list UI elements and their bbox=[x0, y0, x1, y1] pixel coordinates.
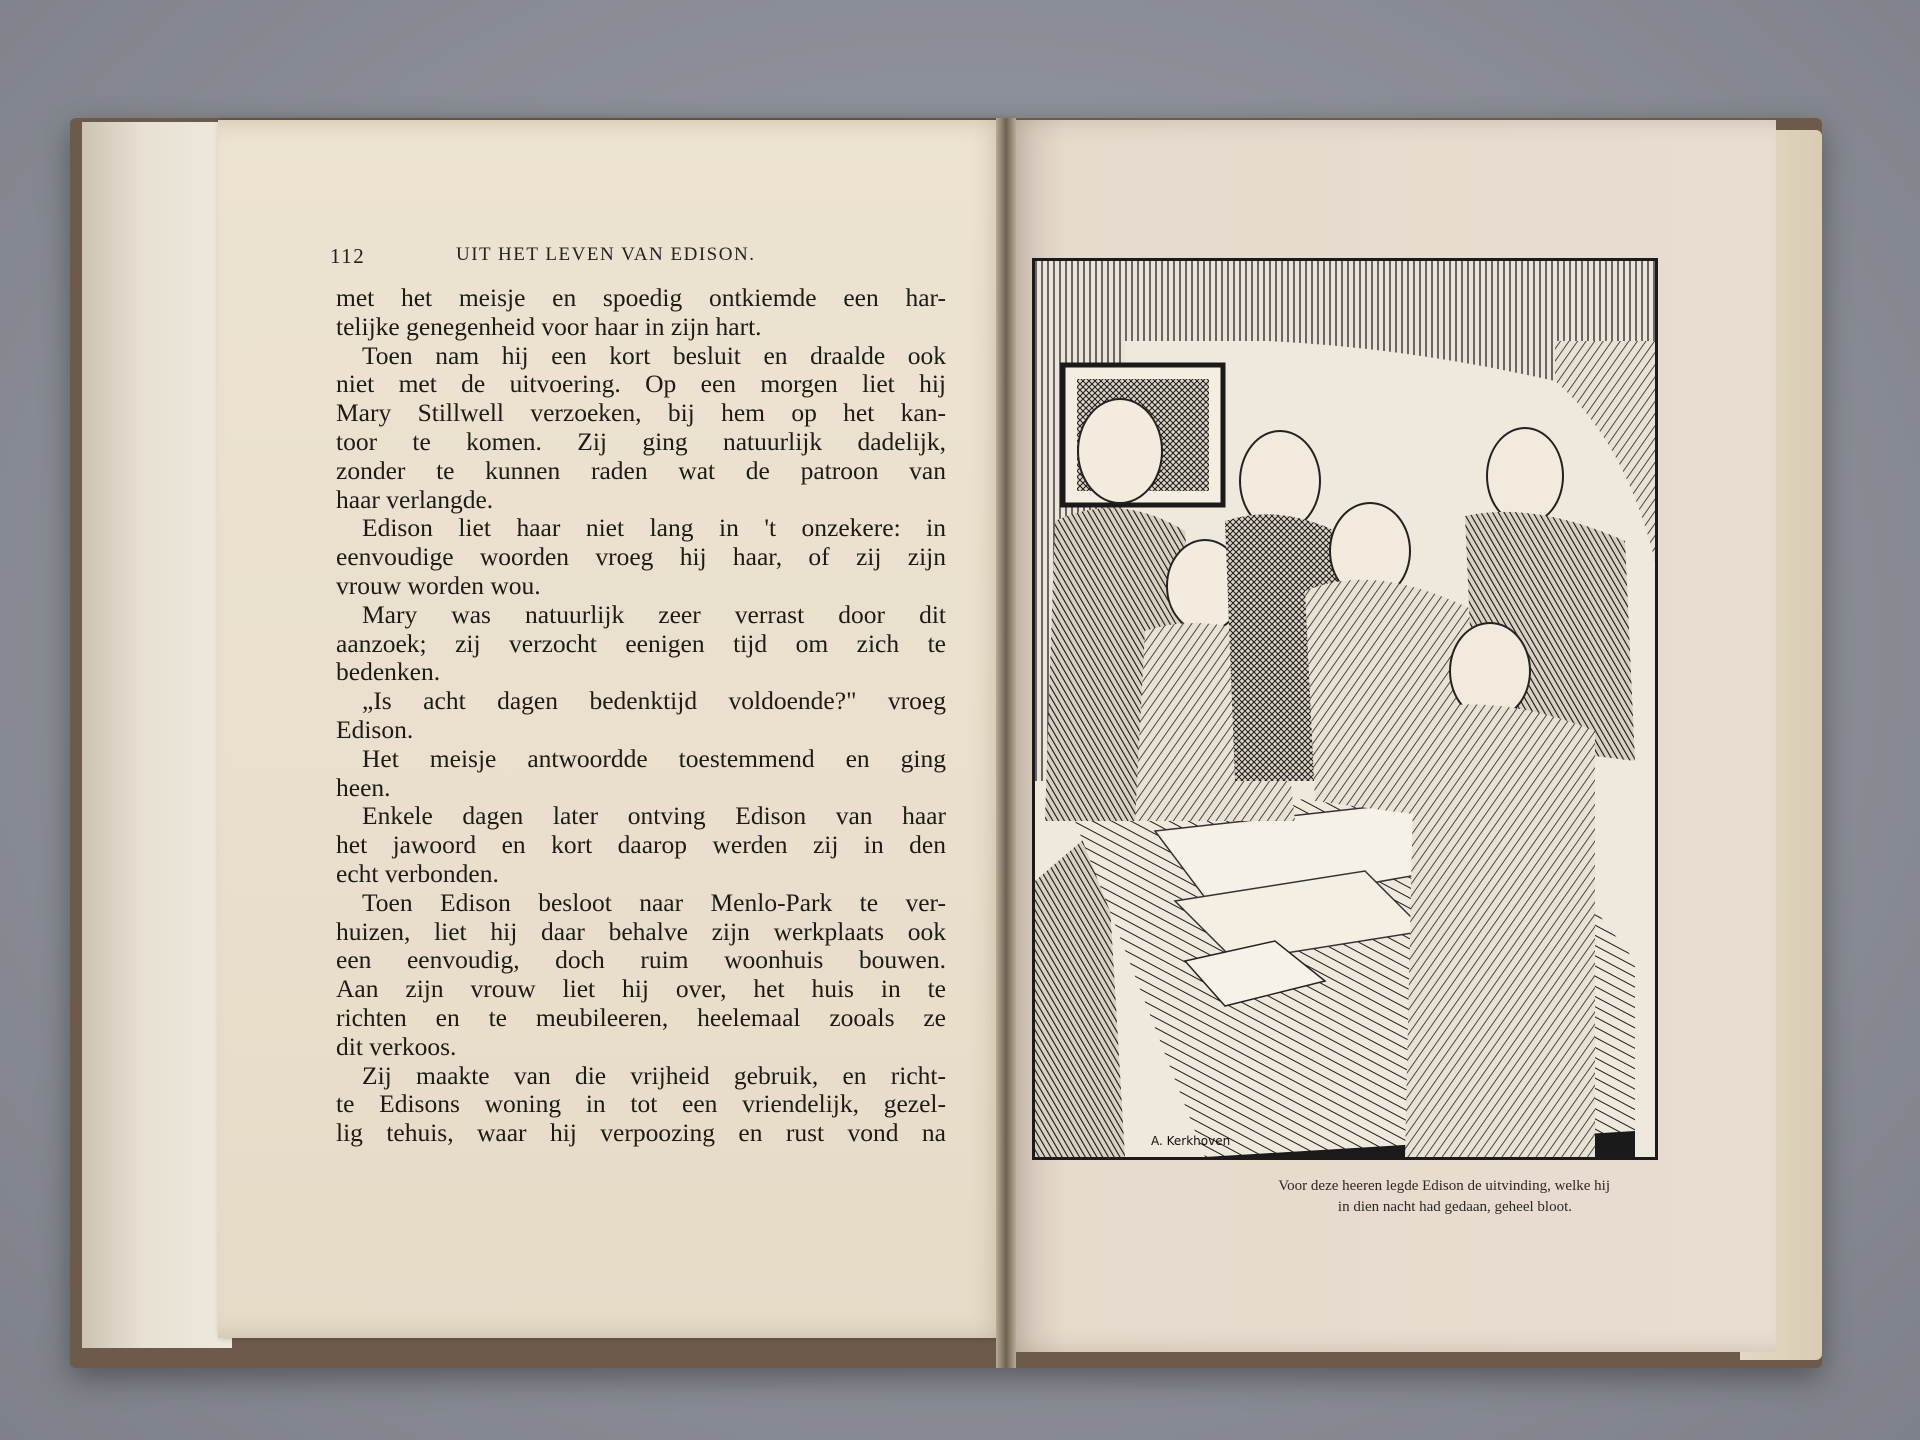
text-line: dit verkoos. bbox=[336, 1031, 457, 1061]
text-line: huizen, liet hij daar behalve zijn werkplaats ook bbox=[336, 916, 946, 946]
text-line: Edison. bbox=[336, 714, 414, 744]
text-line: bedenken. bbox=[336, 657, 441, 687]
illustration-frame bbox=[1032, 258, 1658, 1160]
text-line: heen. bbox=[336, 772, 391, 802]
text-line: niet met de uitvoering. Op een morgen liet hij bbox=[336, 369, 946, 399]
text-line: zonder te kunnen raden wat de patroon van bbox=[336, 455, 946, 485]
page-number: 112 bbox=[330, 244, 366, 268]
caption-line-2: in dien nacht had gedaan, geheel bloot. bbox=[1337, 1199, 1572, 1215]
text-line: „Is acht dagen bedenktijd voldoende?" vroeg bbox=[362, 686, 946, 716]
text-line: Edison liet haar niet lang in 't onzekere: in bbox=[362, 513, 946, 543]
text-line: eenvoudige woorden vroeg hij haar, of zij zijn bbox=[336, 542, 946, 572]
text-line: Toen Edison besloot naar Menlo-Park te ver- bbox=[362, 887, 946, 917]
text-line: richten en te meubileeren, heelemaal zooals ze bbox=[336, 1002, 946, 1032]
text-line: toor te komen. Zij ging natuurlijk dadelijk, bbox=[336, 426, 946, 456]
text-line: Het meisje antwoordde toestemmend en ging bbox=[362, 743, 946, 773]
text-line: haar verlangde. bbox=[336, 484, 494, 514]
text-line: echt verbonden. bbox=[336, 858, 499, 888]
text-line: Enkele dagen later ontving Edison van haar bbox=[362, 801, 946, 831]
text-line: Mary Stillwell verzoeken, bij hem op het kan- bbox=[336, 398, 946, 428]
text-line: vrouw worden wou. bbox=[336, 570, 541, 600]
running-title: UIT HET LEVEN VAN EDISON. bbox=[456, 244, 756, 265]
text-line: telijke genegenheid voor haar in zijn hart. bbox=[336, 311, 762, 341]
text-line: Toen nam hij een kort besluit en draalde ook bbox=[362, 340, 946, 370]
endpaper-left bbox=[82, 122, 232, 1348]
text-line: een eenvoudig, doch ruim woonhuis bouwen. bbox=[336, 945, 946, 975]
engraving-men-around-table-icon bbox=[1035, 261, 1655, 1157]
text-line: met het meisje en spoedig ontkiemde een har- bbox=[336, 283, 946, 312]
text-line: lig tehuis, waar hij verpoozing en rust vond na bbox=[336, 1118, 946, 1148]
artist-signature: A. Kerkhoven bbox=[1151, 1134, 1231, 1148]
text-line: te Edisons woning in tot een vriendelijk, gezel- bbox=[336, 1089, 946, 1119]
text-line: het jawoord en kort daarop werden zij in den bbox=[336, 830, 946, 860]
body-text bbox=[336, 284, 946, 1148]
text-line: Aan zijn vrouw liet hij over, het huis in te bbox=[336, 974, 946, 1004]
illustration-caption bbox=[1070, 1176, 1610, 1218]
text-line: aanzoek; zij verzocht eenigen tijd om zich te bbox=[336, 628, 946, 658]
text-line: Zij maakte van die vrijheid gebruik, en richt- bbox=[362, 1060, 946, 1090]
text-line: Mary was natuurlijk zeer verrast door dit bbox=[362, 599, 946, 629]
book-gutter bbox=[996, 118, 1016, 1368]
caption-line-1: Voor deze heeren legde Edison de uitvinding, welke hij bbox=[1278, 1178, 1610, 1194]
